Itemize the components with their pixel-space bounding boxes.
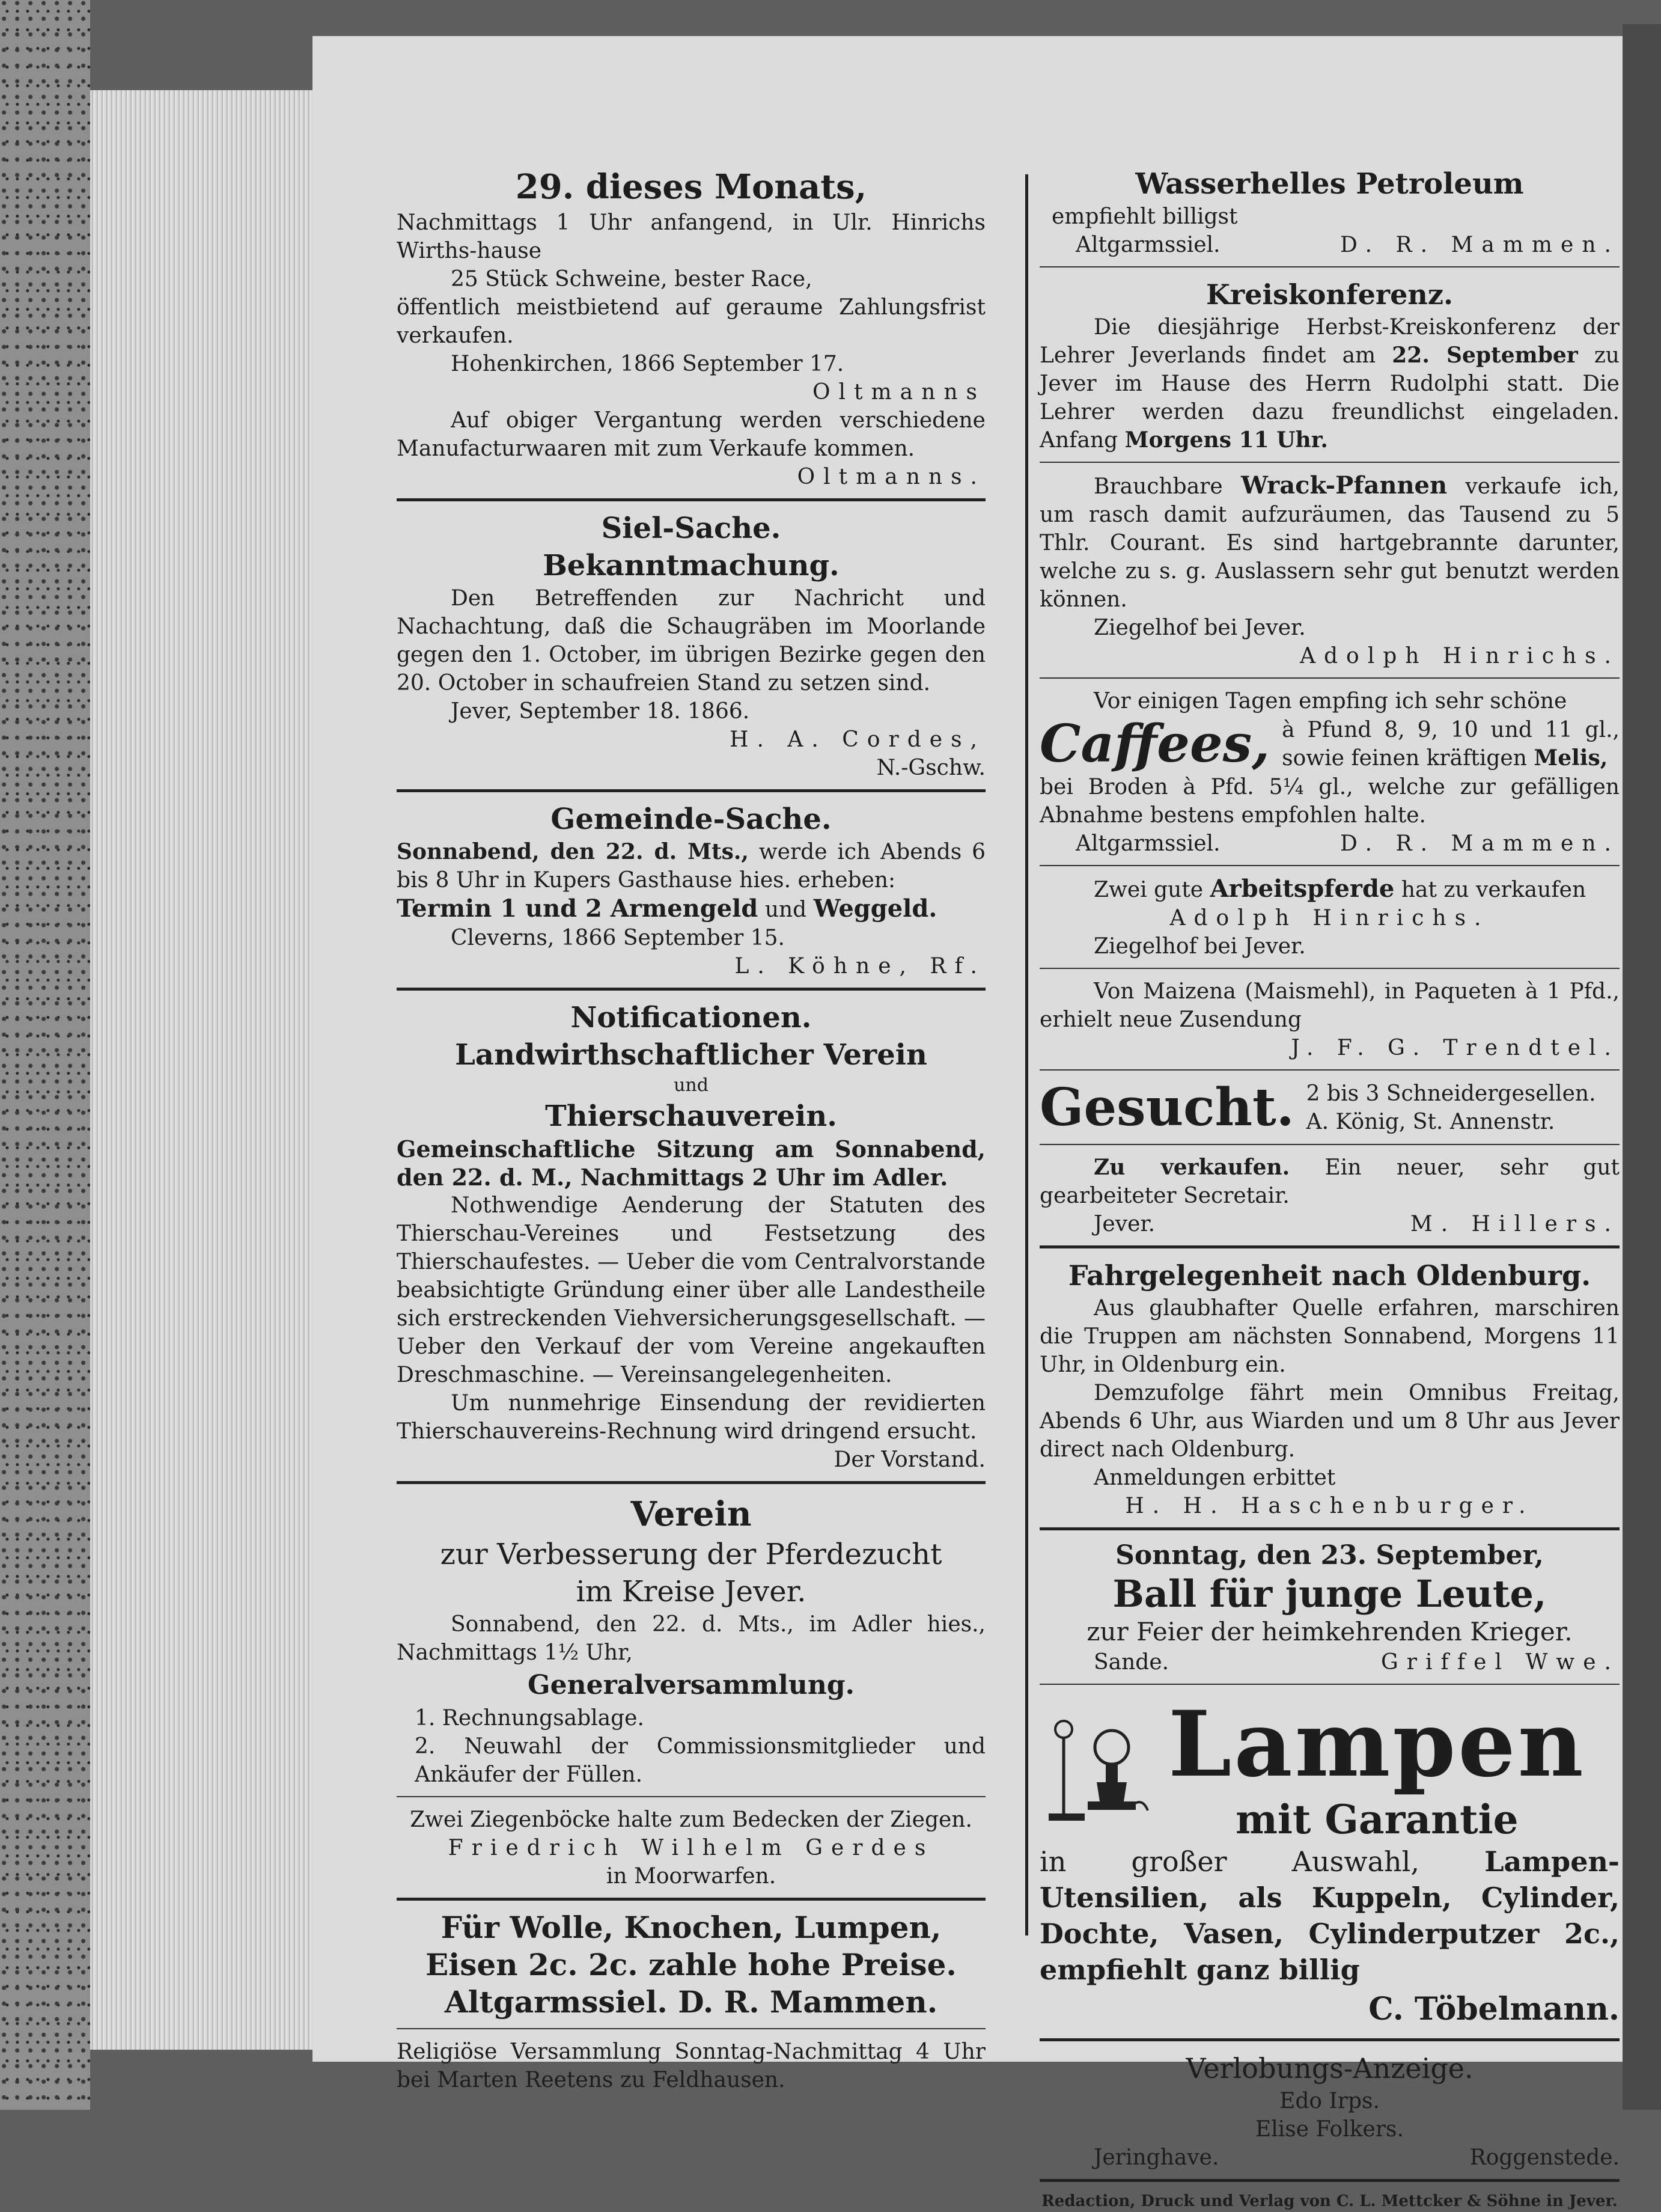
fahrgelegenheit-ad (1040, 1257, 1620, 1520)
maizena-ad (1040, 977, 1620, 1062)
gemeinde-body: werde ich Abends 6 bis 8 Uhr in Kupers Gasthause hies. erheben: (397, 840, 986, 893)
ball-place: Sande. (1094, 1650, 1169, 1675)
verlobung-name-1: Edo Irps. (1279, 2089, 1380, 2113)
gemeinde-place-date: Cleverns, 1866 September 15. (451, 926, 785, 950)
siel-ad (397, 510, 986, 782)
petroleum-place: Altgarmssiel. (1076, 233, 1221, 257)
wrack-ad (1040, 471, 1620, 670)
wrack-body-a: Brauchbare (1094, 474, 1223, 499)
divider (1040, 1144, 1620, 1145)
column-divider (1025, 174, 1028, 1936)
auction-place-date: Hohenkirchen, 1866 September 17. (451, 352, 844, 376)
fahrgelegenheit-body-3: Anmeldungen erbittet (1094, 1465, 1336, 1490)
secretair-ad (1040, 1153, 1620, 1238)
imprint-footer: Redaction, Druck und Verlag von C. L. Mettcker & Söhne in Jever. (1041, 2192, 1618, 2210)
wrack-place: Ziegelhof bei Jever. (1094, 616, 1306, 640)
verlobung-place-1: Jeringhave. (1094, 2145, 1219, 2170)
lampen-signer: C. Töbelmann. (1368, 1991, 1620, 2027)
siel-title: Siel-Sache. (601, 512, 781, 545)
divider (1040, 1245, 1620, 1248)
fahrgelegenheit-signer: H. H. Haschenburger. (1125, 1494, 1534, 1518)
divider (397, 1898, 986, 1901)
divider (1040, 2179, 1620, 2182)
kreiskonferenz-time: Morgens 11 Uhr. (1124, 427, 1328, 453)
auction-heading: 29. dieses Monats, (515, 167, 867, 207)
divider (1040, 865, 1620, 866)
ball-line-3: zur Feier der heimkehrenden Krieger. (1087, 1617, 1573, 1646)
ziegen-name: Friedrich Wilhelm Gerdes (448, 1836, 934, 1860)
caffee-price: à Pfund 8, 9, 10 und 11 gl., sowie feinen kräftigen (1282, 718, 1620, 771)
book-binding (0, 0, 90, 2110)
secretair-signer: M. Hillers. (1410, 1212, 1620, 1236)
auction-note: Auf obiger Vergantung werden verschiedene Manufacturwaaren mit zum Verkaufe kommen. (397, 408, 986, 461)
caffee-melis: Melis, (1534, 745, 1608, 771)
pferde-ad (1040, 875, 1620, 961)
auction-signer: Oltmanns (812, 380, 986, 405)
ball-signer: Griffel Wwe. (1381, 1650, 1620, 1675)
verlobung-name-2: Elise Folkers. (1255, 2117, 1404, 2142)
fahrgelegenheit-body: Aus glaubhafter Quelle erfahren, marschiren die Truppen am nächsten Sonnabend, Morgens 11 Uhr, in Oldenburg ein. (1040, 1296, 1620, 1377)
kreiskonferenz-title: Kreiskonferenz. (1206, 278, 1453, 311)
ball-ad (1040, 1539, 1620, 1676)
auction-signer-2: Oltmanns. (797, 465, 986, 489)
gesucht-line-2: A. König, St. Annenstr. (1306, 1110, 1555, 1134)
kreiskonferenz-ad (1040, 276, 1620, 454)
pferdezucht-item-1: 1. Rechnungsablage. (415, 1706, 644, 1731)
secretair-body: Ein neuer, sehr gut gearbeiteter Secretair. (1040, 1155, 1620, 1208)
right-shadow (1623, 24, 1661, 2110)
auction-line3: öffentlich meistbietend auf geraume Zahlungsfrist verkaufen. (397, 295, 986, 348)
ziegen-line: Zwei Ziegenböcke halte zum Bedecken der Ziegen. (410, 1807, 972, 1832)
petroleum-line: empfiehlt billigst (1052, 204, 1238, 229)
divider (1040, 1069, 1620, 1071)
auction-line1: Nachmittags 1 Uhr anfangend, in Ulr. Hinrichs Wirths-hause (397, 210, 986, 263)
divider (1040, 968, 1620, 969)
wrack-bold: Wrack-Pfannen (1241, 471, 1448, 500)
notifications-section (397, 999, 986, 1474)
lampen-body-b: Lampen-Utensilien, als Kuppeln, Cylinder, Dochte, Vasen, Cylinderputzer 2c., empfiehlt ganz billig (1040, 1845, 1620, 1986)
pferde-signer: Adolph Hinrichs. (1169, 906, 1490, 930)
ball-line-1: Sonntag, den 23. September, (1115, 1540, 1544, 1571)
ziegen-ad (397, 1806, 986, 1890)
caffee-body: bei Broden à Pfd. 5¼ gl., welche zur gefälligen Abnahme bestens empfohlen halte. (1040, 775, 1620, 828)
wrack-signer: Adolph Hinrichs. (1300, 644, 1620, 668)
gesucht-word: Gesucht. (1040, 1077, 1294, 1138)
lampen-ad (1040, 1693, 1620, 2031)
religion-notice: Religiöse Versammlung Sonntag-Nachmittag 4 Uhr bei Marten Reetens zu Feldhausen. (397, 2039, 986, 2092)
gemeinde-signer: L. Köhne, Rf. (734, 954, 986, 979)
divider (1040, 2038, 1620, 2041)
pferde-bold: Arbeitspferde (1210, 875, 1395, 903)
lamp-illustration-icon (1040, 1711, 1154, 1832)
maizena-body: Von Maizena (Maismehl), in Paqueten à 1 Pfd., erhielt neue Zusendung (1040, 979, 1620, 1032)
secretair-bold: Zu verkaufen. (1094, 1155, 1290, 1180)
verlobung-ad (1040, 2050, 1620, 2172)
wrack-body-b: verkaufe ich, um rasch damit aufzuräumen, das Tausend zu 5 Thlr. Courant. Es sind hartgebrannte darunter, welche zu s. g. Auslassern sehr gut benutzt werden können. (1040, 474, 1620, 612)
gemeinde-date: Sonnabend, den 22. d. Mts., (397, 839, 749, 864)
petroleum-ad (1040, 165, 1620, 259)
divider (397, 988, 986, 991)
caffee-word: Caffees, (1040, 713, 1270, 774)
divider (397, 789, 986, 792)
petroleum-signer: D. R. Mammen. (1340, 233, 1620, 257)
gemeinde-title: Gemeinde-Sache. (550, 802, 832, 836)
gemeinde-und: und (764, 897, 807, 922)
gemeinde-ad (397, 801, 986, 980)
divider (397, 1796, 986, 1797)
divider (1040, 462, 1620, 463)
thierschau-title: Thierschauverein. (545, 1099, 837, 1133)
pferdezucht-ad (397, 1492, 986, 1789)
siel-signer: H. A. Cordes, (730, 727, 986, 752)
sitzung-text: Gemeinschaftliche Sitzung am Sonnabend, den 22. d. M., Nachmittags 2 Uhr im Adler. (397, 1135, 986, 1191)
ziegen-place: in Moorwarfen. (606, 1864, 776, 1889)
fahrgelegenheit-title: Fahrgelegenheit nach Oldenburg. (1068, 1259, 1591, 1292)
pferde-place: Ziegelhof bei Jever. (1094, 934, 1306, 959)
divider (397, 498, 986, 501)
page-stack-edge (90, 90, 312, 2050)
gemeinde-item-2: Weggeld. (813, 894, 937, 923)
divider (397, 1481, 986, 1484)
notifications-title: Notificationen. (570, 1001, 812, 1034)
kreiskonferenz-date: 22. September (1392, 343, 1578, 368)
auction-ad (397, 165, 986, 491)
gesucht-ad (1040, 1079, 1620, 1137)
gesucht-line-1: 2 bis 3 Schneidergesellen. (1306, 1081, 1596, 1106)
siel-body: Den Betreffenden zur Nachricht und Nachachtung, daß die Schaugräben im Moorlande gegen den 1. October, im übrigen Bezirke gegen den 20. October in schaufreien Stand zu setzen sind. (397, 586, 986, 695)
wolle-line-3: Altgarmssiel. D. R. Mammen. (444, 1984, 938, 2020)
pferdezucht-subtitle-2: im Kreise Jever. (576, 1575, 806, 1609)
notifications-body: Nothwendige Aenderung der Statuten des Thierschau-Vereines und Festsetzung des Thierschaufestes. — Ueber die vom Centralvorstande beabsichtigte Gründung einer über alle Landestheile sich erstreckenden Viehversicherungsgesellschaft. — Ueber den Verkauf der vom Vereine angekauften Dreschmaschine. — Vereinsangelegenheiten. (397, 1193, 986, 1387)
divider (1040, 1527, 1620, 1530)
wolle-ad (397, 1909, 986, 2021)
verein-title: Landwirthschaftlicher Verein (455, 1038, 927, 1072)
left-column (397, 165, 986, 2094)
caffee-ad (1040, 687, 1620, 858)
caffee-signer: D. R. Mammen. (1340, 831, 1620, 856)
ball-line-2: Ball für junge Leute, (1112, 1572, 1547, 1616)
caffee-place: Altgarmssiel. (1076, 831, 1221, 856)
caffee-intro: Vor einigen Tagen empfing ich sehr schöne (1094, 689, 1567, 713)
notifications-body-2: Um nunmehrige Einsendung der revidierten Thierschauvereins-Rechnung wird dringend ersucht. (397, 1391, 986, 1444)
wolle-line-1: Für Wolle, Knochen, Lumpen, (440, 1910, 942, 1945)
divider (1040, 266, 1620, 267)
lampen-body-a: in großer Auswahl, (1040, 1845, 1419, 1878)
kreiskonferenz-body-a: Die diesjährige Herbst-Kreiskonferenz der Lehrer Jeverlands findet am (1040, 315, 1620, 368)
siel-subtitle: Bekanntmachung. (543, 549, 840, 582)
notifications-signer: Der Vorstand. (834, 1447, 986, 1472)
und-text: und (674, 1075, 709, 1096)
divider (397, 2028, 986, 2029)
fahrgelegenheit-body-2: Demzufolge fährt mein Omnibus Freitag, Abends 6 Uhr, aus Wiarden und um 8 Uhr aus Jever direct nach Oldenburg. (1040, 1381, 1620, 1462)
pferde-body-b: hat zu verkaufen (1401, 878, 1586, 902)
pferdezucht-title: Verein (630, 1494, 752, 1534)
pferde-body-a: Zwei gute (1094, 878, 1204, 902)
auction-line2: 25 Stück Schweine, bester Race, (451, 267, 812, 292)
divider (1040, 1684, 1620, 1685)
right-column (1040, 165, 1620, 2212)
wolle-line-2: Eisen 2c. 2c. zahle hohe Preise. (425, 1947, 957, 1982)
verlobung-title: Verlobungs-Anzeige. (1186, 2052, 1474, 2085)
petroleum-title: Wasserhelles Petroleum (1135, 167, 1524, 201)
kreiskonferenz-body-c: zu Jever im Hause des Herrn Rudolphi statt. Die Lehrer werden dazu freundlichst eingeladen. Anfang (1040, 343, 1620, 453)
secretair-place: Jever. (1094, 1212, 1156, 1236)
siel-signer-role: N.-Gschw. (876, 756, 986, 780)
pferdezucht-subtitle-1: zur Verbesserung der Pferdezucht (440, 1538, 942, 1571)
maizena-signer: J. F. G. Trendtel. (1291, 1036, 1620, 1060)
pferdezucht-item-2: 2. Neuwahl der Commissionsmitglieder und Ankäufer der Füllen. (415, 1734, 986, 1787)
lampen-garantie: mit Garantie (1236, 1796, 1519, 1843)
gemeinde-item: Termin 1 und 2 Armengeld (397, 894, 758, 923)
lampen-word: Lampen (1168, 1691, 1586, 1797)
pferdezucht-when: Sonnabend, den 22. d. Mts., im Adler hies., Nachmittags 1½ Uhr, (397, 1612, 986, 1665)
siel-place-date: Jever, September 18. 1866. (451, 699, 750, 724)
pferdezucht-event: Generalversammlung. (528, 1670, 855, 1700)
verlobung-place-2: Roggenstede. (1469, 2145, 1620, 2170)
divider (1040, 677, 1620, 679)
